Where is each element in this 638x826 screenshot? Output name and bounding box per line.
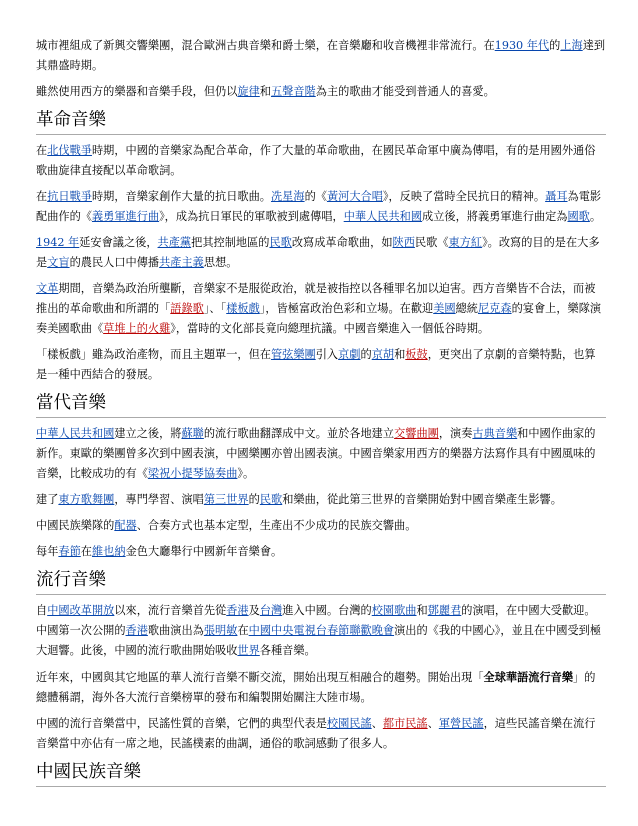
text-run: 把其控制地區的 — [191, 236, 270, 249]
wiki-link[interactable]: 語錄歌 — [170, 302, 204, 315]
wiki-link[interactable]: 東方紅 — [448, 236, 483, 249]
wiki-link[interactable]: 板鼓 — [405, 348, 428, 361]
wiki-link[interactable]: 草堆上的火雞 — [103, 322, 171, 335]
text-run: 和樂曲，從此第三世界的音樂開始對中國音樂產生影響。 — [282, 493, 562, 506]
revolution-paragraph-4 — [36, 279, 606, 339]
wiki-link[interactable]: 軍營民謠 — [438, 717, 484, 730]
contemporary-paragraph-3 — [36, 516, 606, 536]
text-run: 時期，中國的音樂家為配合革命，作了大量的革命歌曲，在國民革命軍中廣為傳唱，有的是用國外通俗歌曲旋律直接配以革命歌詞。 — [36, 144, 596, 177]
text-run: 和 — [416, 604, 428, 617]
wiki-link[interactable]: 上海 — [560, 39, 583, 52]
text-run: 在 — [237, 624, 249, 637]
revolution-paragraph-2 — [36, 187, 606, 227]
text-run: 、合奏方式也基本定型，生產出不少成功的民族交響曲。 — [136, 519, 417, 532]
text-run: 改寫成革命歌曲，如 — [291, 236, 393, 249]
wiki-link[interactable]: 第三世界 — [203, 493, 249, 506]
text-run: ，專門學習、演唱 — [114, 493, 204, 506]
text-run: 近年來，中國與其它地區的華人流行音樂不斷交流，開始出現互相融合的趨勢。開始出現「 — [36, 671, 484, 684]
wiki-link[interactable]: 張明敏 — [203, 624, 238, 637]
wiki-link[interactable]: 管弦樂團 — [270, 348, 316, 361]
text-run: 建了 — [36, 493, 59, 506]
wiki-link[interactable]: 春節 — [58, 545, 81, 558]
text-run: 》，反映了當時全民抗日的精神。 — [382, 190, 546, 203]
text-run: 以來，流行音樂首先從 — [114, 604, 227, 617]
wiki-link[interactable]: 共產黨 — [157, 236, 192, 249]
text-run: 的 — [248, 493, 260, 506]
revolution-paragraph-1 — [36, 141, 606, 181]
wiki-link[interactable]: 樣板戲 — [226, 302, 260, 315]
text-run: ，這些民謠音樂在流行音樂當中亦佔有一席之地，民謠樸素的曲調，通俗的歌詞感動了很多人。 — [36, 717, 596, 750]
text-run: 的 — [360, 348, 372, 361]
wiki-link[interactable]: 校園民謠 — [326, 717, 372, 730]
text-run: 每年 — [36, 545, 59, 558]
wiki-link[interactable]: 義勇軍進行曲 — [91, 210, 160, 223]
text-run: 演出的《我的中國心》，並且在中國受到極大迴響。此後，中國的流行歌曲開始吸收 — [36, 624, 602, 657]
text-run: 民歌《 — [414, 236, 449, 249]
article-body — [36, 36, 606, 793]
text-run: 引入 — [315, 348, 339, 361]
bold-term: 全球華語流行音樂 — [483, 670, 574, 684]
text-run: 。 — [589, 210, 602, 223]
text-run: ，演奏 — [438, 427, 473, 440]
text-run: 進入中國。台灣的 — [282, 604, 372, 617]
wiki-link[interactable]: 民歌 — [259, 493, 283, 506]
text-run: 在 — [80, 545, 92, 558]
wiki-link[interactable]: 美國 — [433, 302, 456, 315]
wiki-link[interactable]: 配器 — [114, 519, 137, 532]
popular-paragraph-2 — [36, 667, 606, 708]
contemporary-paragraph-1 — [36, 424, 606, 484]
wiki-link[interactable]: 維也納 — [91, 545, 126, 558]
text-run: 中國的流行音樂當中，民謠性質的音樂，它們的典型代表是 — [36, 717, 327, 730]
wiki-link[interactable]: 台灣 — [259, 604, 283, 617]
intro-paragraph-2 — [36, 82, 606, 102]
text-run: 的農民人口中傳播 — [69, 256, 160, 269]
text-run: 延安會議之後， — [79, 236, 158, 249]
text-run: 歌曲演出為 — [147, 624, 204, 637]
text-run: 》，成為抗日軍民的軍歌被到處傳唱， — [159, 210, 344, 223]
text-run: 達到其鼎盛時期。 — [36, 39, 606, 72]
text-run: 」、「 — [203, 302, 227, 315]
contemporary-paragraph-2 — [36, 490, 606, 510]
popular-paragraph-1 — [36, 601, 606, 661]
wiki-link[interactable]: 東方歌舞團 — [58, 493, 115, 506]
wiki-link[interactable]: 民歌 — [269, 236, 292, 249]
text-run: 的流行歌曲翻譯成中文。並於各地建立 — [203, 427, 395, 440]
text-run: 中國民族樂隊的 — [36, 519, 115, 532]
wiki-link[interactable]: 旋律 — [237, 85, 260, 98]
text-run: 金色大廳舉行中國新年音樂會。 — [125, 545, 283, 558]
text-run: 建立之後，將 — [114, 427, 182, 440]
text-run: 在 — [36, 144, 48, 157]
wiki-link[interactable]: 香港 — [125, 624, 148, 637]
text-run: 各種音樂。 — [259, 644, 316, 657]
wiki-link[interactable]: 梁祝小提琴協奏曲 — [147, 467, 238, 480]
wiki-link[interactable]: 陝西 — [392, 236, 415, 249]
intro-paragraph-1 — [36, 36, 606, 76]
section-heading-contemporary: 當代音樂 — [36, 391, 606, 418]
text-run: 的宴會上，樂隊演奏美國歌曲《 — [36, 302, 602, 335]
text-run: 為主的歌曲才能受到普通人的喜愛。 — [315, 85, 495, 98]
wiki-link[interactable]: 中國中央電視台春節聯歡晚會 — [248, 624, 395, 637]
wiki-link[interactable]: 都市民謠 — [382, 717, 428, 730]
text-run: 期間，音樂為政治所壟斷，音樂家不是服從政治，就是被指控以各種罪名加以迫害。西方音樂皆不合法，而被推出的革命歌曲和所謂的「 — [36, 282, 596, 315]
wiki-link[interactable]: 中華人民共和國 — [343, 210, 423, 223]
wiki-link[interactable]: 中國改革開放 — [47, 604, 115, 617]
text-run: 、 — [371, 717, 383, 730]
text-run: 總統 — [455, 302, 478, 315]
revolution-paragraph-3 — [36, 233, 606, 273]
text-run: 的演唱，在中國大受歡迎。中國第一次公開的 — [36, 604, 596, 637]
text-run: 雖然使用西方的樂器和音樂手段，但仍以 — [36, 85, 238, 98]
text-run: 為電影配曲作的《 — [36, 190, 602, 223]
text-run: 及 — [248, 604, 260, 617]
text-run: 「樣板戲」雖為政治產物，而且主題單一，但在 — [36, 348, 271, 361]
wiki-link[interactable]: 文革 — [36, 282, 59, 295]
text-run: 和 — [259, 85, 271, 98]
section-heading-folk: 中國民族音樂 — [36, 760, 606, 787]
wiki-link[interactable]: 五聲音階 — [270, 85, 316, 98]
wiki-link[interactable]: 中華人民共和國 — [36, 427, 115, 440]
wiki-link[interactable]: 世界 — [237, 644, 260, 657]
contemporary-paragraph-4 — [36, 542, 606, 562]
wiki-link[interactable]: 古典音樂 — [472, 427, 518, 440]
wiki-link[interactable]: 冼星海 — [270, 190, 305, 203]
revolution-paragraph-5 — [36, 345, 606, 385]
wiki-link[interactable]: 北伐戰爭 — [47, 144, 92, 157]
text-run: 》。改寫的目的是在大多是 — [36, 236, 600, 269]
text-run: 成立後，將義勇軍進行曲定為 — [422, 210, 568, 223]
text-run: 、 — [427, 717, 439, 730]
text-run: 自 — [36, 604, 48, 617]
wiki-link[interactable]: 1942 年 — [36, 236, 80, 249]
wiki-link[interactable]: 京胡 — [371, 348, 395, 361]
section-heading-revolution: 革命音樂 — [36, 108, 606, 135]
popular-paragraph-3 — [36, 714, 606, 754]
text-run: ，更突出了京劇的音樂特點，也算是一種中西結合的發展。 — [36, 348, 596, 381]
section-heading-popular: 流行音樂 — [36, 568, 606, 595]
text-run: 」，皆極富政治色彩和立場。在歡迎 — [259, 302, 434, 315]
wiki-link[interactable]: 1930 年代 — [494, 39, 550, 52]
text-run: 和中國作曲家的新作。東歐的樂團曾多次到中國表演，中國樂團亦曾出國表演。中國音樂家用西方的樂器方法寫作具有中國風味的音樂，比較成功的有《 — [36, 427, 596, 480]
wiki-link[interactable]: 交響曲團 — [394, 427, 439, 440]
wiki-link[interactable]: 共產主義 — [159, 256, 204, 269]
wiki-link[interactable]: 黃河大合唱 — [326, 190, 383, 203]
wiki-link[interactable]: 蘇聯 — [181, 427, 204, 440]
wiki-link[interactable]: 文盲 — [47, 256, 70, 269]
text-run: 思想。 — [203, 256, 238, 269]
wiki-link[interactable]: 校園歌曲 — [371, 604, 417, 617]
text-run: 城市裡組成了新興交響樂團，混合歐洲古典音樂和爵士樂，在音樂廳和收音機裡非常流行。在 — [36, 39, 495, 52]
text-run: 時期，音樂家創作大量的抗日歌曲。 — [91, 190, 271, 203]
wiki-link[interactable]: 京劇 — [338, 348, 361, 361]
text-run: 》，當時的文化部長竟向總理抗議。中國音樂進入一個低谷時期。 — [170, 322, 490, 335]
wiki-link[interactable]: 國歌 — [567, 210, 590, 223]
wiki-link[interactable]: 抗日戰爭 — [47, 190, 92, 203]
wiki-link[interactable]: 聶耳 — [545, 190, 568, 203]
wiki-link[interactable]: 尼克森 — [477, 302, 512, 315]
text-run: 在 — [36, 190, 48, 203]
text-run: 」的總體稱謂，海外各大流行音樂榜單的發布和編製開始關注大陸市場。 — [36, 671, 596, 704]
text-run: 的《 — [304, 190, 327, 203]
text-run: 和 — [394, 348, 406, 361]
wiki-link[interactable]: 鄧麗君 — [427, 604, 462, 617]
text-run: 》。 — [237, 467, 255, 480]
text-run: 的 — [549, 39, 561, 52]
wiki-link[interactable]: 香港 — [226, 604, 249, 617]
